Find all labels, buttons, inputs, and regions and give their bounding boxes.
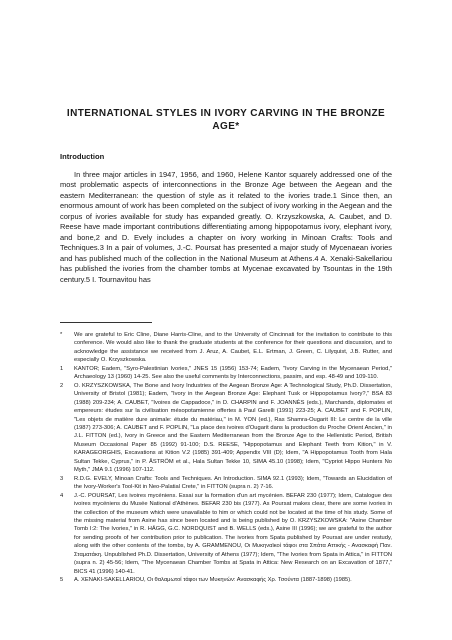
footnote <box>60 576 392 584</box>
footnote <box>60 492 392 577</box>
footnote-number: * <box>60 332 63 338</box>
paper-title: INTERNATIONAL STYLES IN IVORY CARVING IN THE BRONZE AGE* <box>66 108 386 132</box>
footnote <box>60 382 392 475</box>
footnote-text: O. KRZYSZKOWSKA, The Bone and Ivory Industries of the Aegean Bronze Age: A Technological Study, Ph.D. Dissertation, University of Bristol (1981); Eadem, "Ivory in the Aegean Bronze Age: Elephant Tusk or Hippopotamus Ivory?," BSA 83 (1988) 209-234; A. CAUBET, "Ivoires de Cappadoce," in D. CHARPIN and F. JOANNÈS (eds.), Marchands, diplomates et empereurs: études sur la civilisation mésopotamienne offertes à Paul Garelli (1991) 223-25; A. CAUBET and F. POPLIN, "Les objets de matière dure animale: étude du matériau," in M. YON (ed.), Ras Shamra-Ougarit III: Le centre de la ville (1987) 273-306; A. CAUBET and F. POPLIN, "La place des ivoires d'Ougarit dans la production du Proche Orient Ancien," in J.L. FITTON (ed.), Ivory in Greece and the Eastern Mediterranean from the Bronze Age to the Hellenistic Period, British Museum Occasional Paper 85 (1992) 91-100; D.S. REESE, "Hippopotamus and Elephant Teeth from Kition," in V. KARAGEORGHIS, Excavations at Kition V.2 (1985) 391-409; Appendix VIII (D); Idem, "A Hippopotamus Tooth from Hala Sultan Tekke, Cyprus," in P. ÅSTRÖM et al., Hala Sultan Tekke 10, SIMA 45.10 (1998); Idem, "Cypriot Hippo Hunters No Myth," JMA 9.1 (1996) 107-112. <box>74 382 392 474</box>
footnote-text: We are grateful to Eric Cline, Diane Harris-Cline, and to the University of Cincinnati for the invitation to contribute to this conference. We would also like to thank the graduate students at the conference for their questions and discussion, and to acknowledge the assistance we received from J. Aruz, A. Caubet, E.L. Ertman, J. Green, C. Lilyquist, J.B. Rutter, and especially O. Krzyszkowska. <box>74 332 392 364</box>
body-paragraph: In three major articles in 1947, 1956, and 1960, Helene Kantor squarely addressed one of the most problematic aspects of interconnections in the Bronze Age between the Aegean and the eastern Mediterranean: the question of style as it related to the ivories trade.1 Since then, an enormous amount of work has been completed on the subject of ivory working in the Aegean and the corpus of ivories available for study has expanded greatly. O. Krzyszkowska, A. Caubet, and D. Reese have made important contributions differentiating among hippopotamus ivory, elephant ivory, and bone,2 and D. Evely includes a chapter on ivory working in Minoan Crafts: Tools and Techniques.3 In a pair of volumes, J.-C. Poursat has presented a major study of Mycenaean ivories and has published much of the collection in the National Museum at Athens.4 A. Xenaki-Sakellariou has published the ivories from the chamber tombs at Mycenae excavated by Tsountas in the 19th century.5 I. Tournavitou has <box>60 170 392 284</box>
footnote-number: 3 <box>60 475 64 482</box>
footnote-text: KANTOR; Eadem, "Syro-Palestinian Ivories," JNES 15 (1956) 153-74; Eadem, "Ivory Carving in the Mycenaean Period," Archaeology 13 (1960) 14-25. See also the useful comments by Interconnections, passim, and esp. 48-49 and 109-110. <box>74 365 392 381</box>
footnote-text: R.D.G. EVELY, Minoan Crafts: Tools and Techniques. An Introduction. SIMA 92.1 (1993); Idem, "Towards an Elucidation of the Ivory-Worker's Tool-Kit in Neo-Palatial Crete," in FITTON (supra n. 2) 7-16. <box>74 475 392 491</box>
footnotes <box>60 331 392 585</box>
footnote-number: 1 <box>60 365 64 372</box>
footnote-rule <box>60 322 152 323</box>
footnote-number: 4 <box>60 492 64 499</box>
footnote-text: A. XENAKI-SAKELLARIOU, Οι θαλαμωτοί τάφοι των Μυκηνών: Ανασκαφής Χρ. Τσούντα (1887-1898) (1985). <box>74 577 352 584</box>
footnote-number: 2 <box>60 382 64 389</box>
footnote <box>60 475 392 492</box>
footnote-text: J.-C. POURSAT, Les ivoires mycéniens. Essai sur la formation d'un art mycénien. BEFAR 230 (1977); Idem, Catalogue des ivoires mycéniens du Musée National d'Athènes. BEFAR 230 bis (1977). As Poursat makes clear, there are some ivories in the collection of the museum which were unavailable to him or which could not be located at the time of his study. Some of the missing material from Asine has since been located and is being published by O. KRZYSZKOWSKA: "Asine Chamber Tomb I:2: The Ivories," in R. HÄGG, G.C. NORDQUIST and B. WELLS (eds.), Asine III (1996); we are grateful to the author for sending proofs of her contribution prior to publication. The ivories from Spata published by Poursat are under restudy, along with the other contents of the tombs, by A. GRAMMENOU, Οι Μυκηναϊκοί τάφοι στα Σπάτα Αττικής - Ανασκαφή Παν. Σταματάκη. Unpublished Ph.D. Dissertation, University of Athens (1977); Idem, "The Ivories from Spata in Attica," in FITTON (supra n. 2) 45-56; Idem, "The Mycenaean Chamber Tombs at Spata in Attica: New Research on an Excavation of 1877," BICS 41 (1996) 140-41. <box>74 492 392 575</box>
footnote-number: 5 <box>60 577 64 584</box>
footnote <box>60 365 392 382</box>
body-text <box>60 170 392 285</box>
footnote <box>60 331 392 365</box>
section-heading: Introduction <box>60 152 105 161</box>
